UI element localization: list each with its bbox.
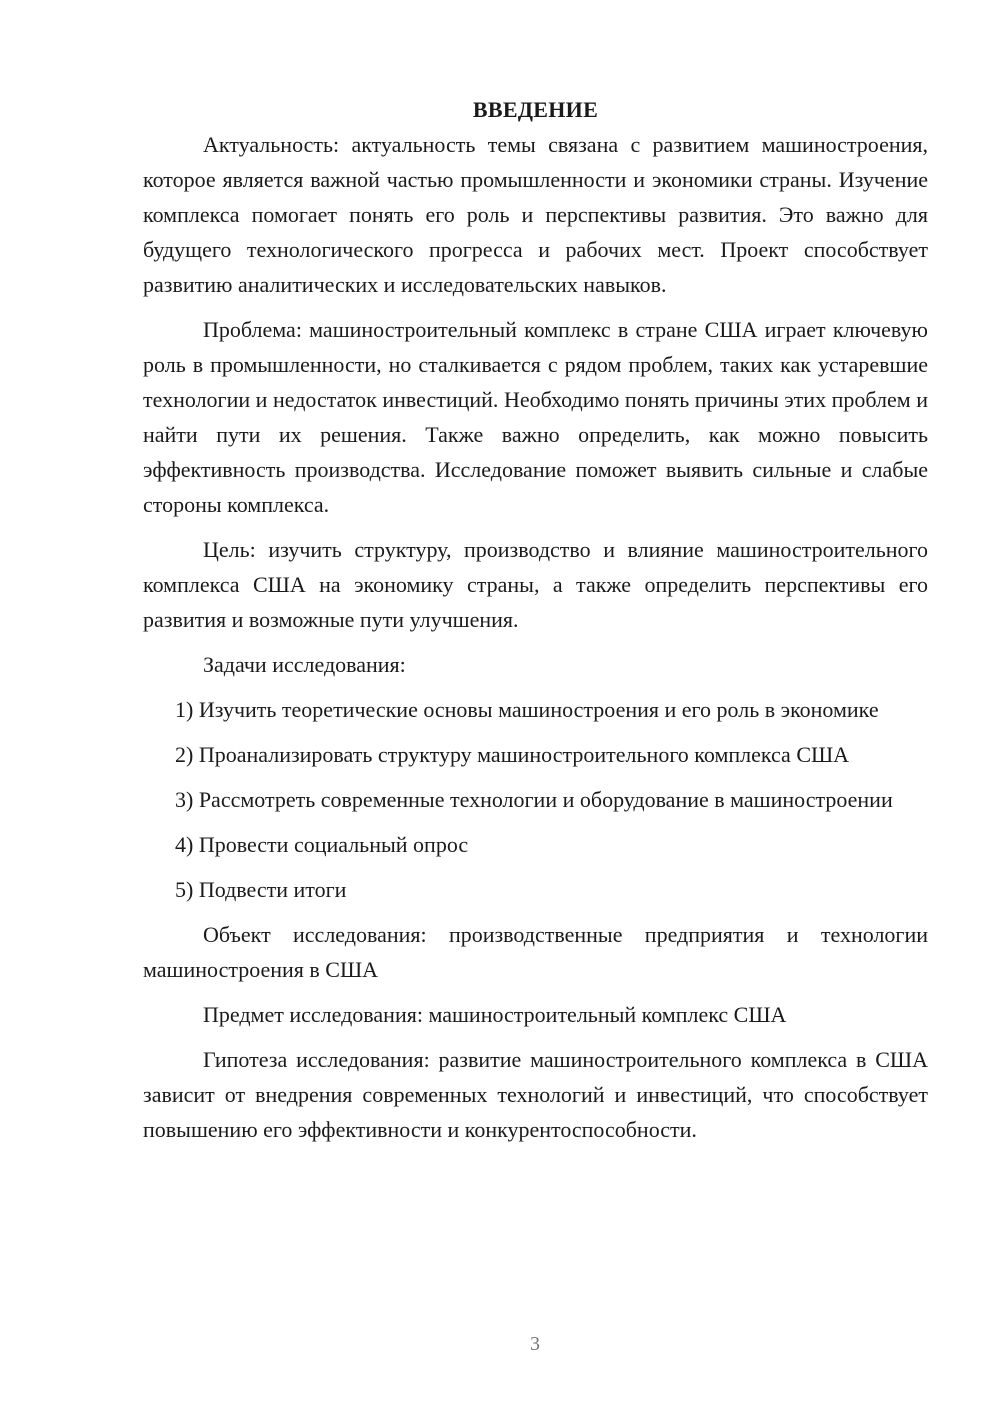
task-item-2: 2) Проанализировать структуру машиностроительного комплекса США — [175, 742, 850, 767]
paragraph-subject: Предмет исследования: машиностроительный комплекс США — [203, 1002, 787, 1027]
paragraph-problem: Проблема: машиностроительный комплекс в стране США играет ключевую роль в промышленности, но сталкивается с рядом проблем, таких как устаревшие технологии и недостаток инвестиций. Необходимо понять причины этих проблем и найти пути их решения. Также важно определить, как можно повысить эффективность производства. Исследование поможет выявить сильные и слабые стороны комплекса. — [143, 317, 928, 517]
page-title: ВВЕДЕНИЕ — [472, 97, 599, 122]
task-item-4: 4) Провести социальный опрос — [175, 832, 469, 857]
task-item-1: 1) Изучить теоретические основы машиностроения и его роль в экономике — [175, 697, 879, 722]
paragraph-object: Объект исследования: производственные предприятия и технологии машиностроения в США — [143, 922, 928, 982]
tasks-heading: Задачи исследования: — [203, 652, 406, 677]
paragraph-hypothesis: Гипотеза исследования: развитие машиностроительного комплекса в США зависит от внедрения современных технологий и инвестиций, что способствует повышению его эффективности и конкурентоспособности. — [143, 1047, 928, 1142]
document-page — [143, 92, 928, 1147]
task-item-3: 3) Рассмотреть современные технологии и оборудование в машиностроении — [175, 787, 893, 812]
page-number: 3 — [530, 1333, 540, 1355]
paragraph-relevance: Актуальность: актуальность темы связана с развитием машиностроения, которое является важной частью промышленности и экономики страны. Изучение комплекса помогает понять его роль и перспективы развития. Это важно для будущего технологического прогресса и рабочих мест. Проект способствует развитию аналитических и исследовательских навыков. — [143, 132, 928, 297]
task-item-5: 5) Подвести итоги — [175, 877, 347, 902]
paragraph-goal: Цель: изучить структуру, производство и влияние машиностроительного комплекса США на экономику страны, а также определить перспективы его развития и возможные пути улучшения. — [143, 537, 928, 632]
